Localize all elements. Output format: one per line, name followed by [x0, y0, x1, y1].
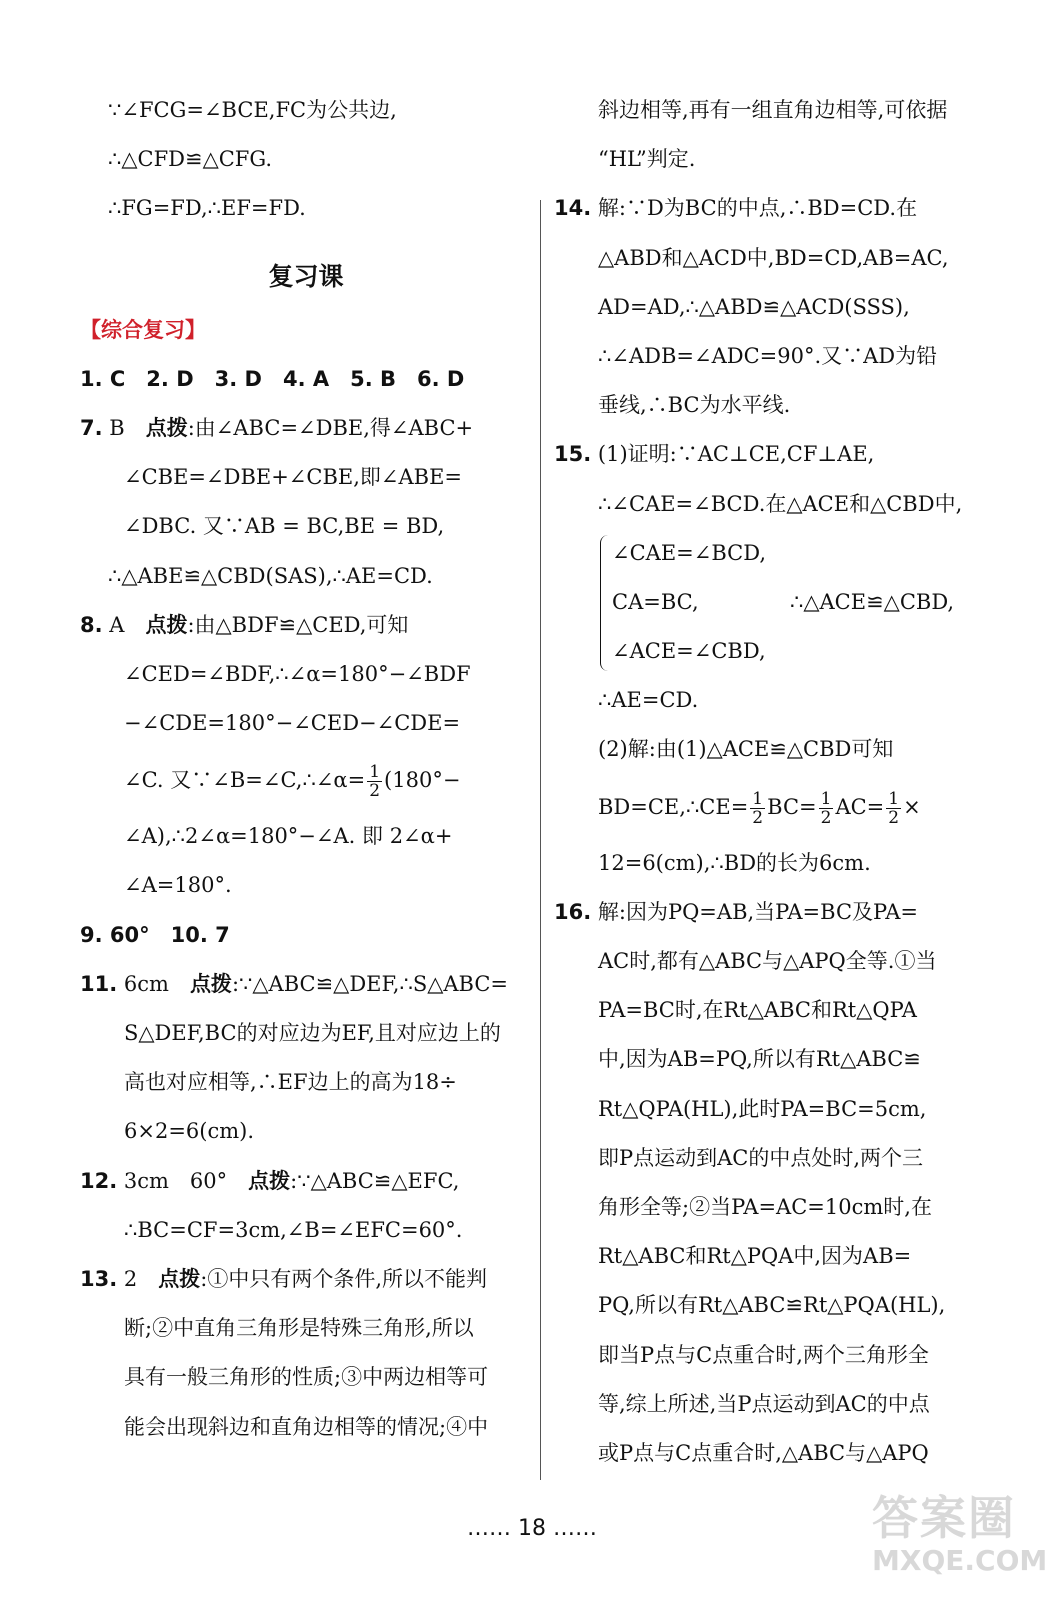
text-line: (1)证明:∵AC⊥CE,CF⊥AE, — [597, 442, 875, 467]
text-line: ∴△CFD≌△CFG. — [108, 147, 273, 172]
text-line: :∵△ABC≌△DEF,∴S△ABC= — [231, 971, 509, 996]
question-16 — [554, 888, 1004, 937]
right-column — [554, 86, 1004, 1478]
left-column — [80, 86, 532, 1452]
text-line: PA=BC时,在Rt△ABC和Rt△QPA — [598, 998, 917, 1023]
answer: 2 — [123, 1266, 159, 1291]
watermark-url: MXQE.COM — [872, 1544, 1048, 1577]
question-number: 11. — [80, 971, 118, 996]
text-line: △ABD和△ACD中,BD=CD,AB=AC, — [598, 245, 949, 270]
question-number: 14. — [554, 196, 592, 221]
question-7 — [80, 404, 532, 453]
text-line: ∴∠CAE=∠BCD.在△ACE和△CBD中, — [598, 491, 963, 516]
text-line: (2)解:由(1)△ACE≌△CBD可知 — [598, 737, 894, 762]
text-line: 6×2=6(cm). — [124, 1119, 255, 1144]
text-line: Rt△ABC和Rt△PQA中,因为AB= — [598, 1244, 912, 1269]
text-line: ∠CED=∠BDF,∴∠α=180°−∠BDF — [124, 661, 471, 686]
answer: 3cm 60° — [123, 1168, 249, 1193]
text-fragment: ∠C. 又∵∠B=∠C,∴∠α= — [124, 768, 366, 793]
question-12 — [80, 1157, 532, 1206]
text-line: AD=AD,∴△ABD≌△ACD(SSS), — [598, 294, 910, 319]
question-8 — [80, 601, 532, 650]
text-fragment: BD=CE,∴CE= — [598, 794, 749, 819]
question-number: 8. — [80, 612, 103, 637]
numerator: 1 — [752, 788, 764, 809]
text-line: 等,综上所述,当P点运动到AC的中点 — [598, 1391, 930, 1416]
text-line: 垂线,∴BC为水平线. — [598, 393, 791, 418]
condition: CA=BC, — [612, 589, 699, 614]
text-line: :由∠ABC=∠DBE,得∠ABC+ — [187, 415, 474, 440]
text-line: ∠DBC. 又∵AB = BC,BE = BD, — [124, 514, 445, 539]
text-line: 或P点与C点重合时,△ABC与△APQ — [598, 1440, 929, 1465]
text-line: 解:∵D为BC的中点,∴BD=CD.在 — [597, 196, 918, 221]
answers-row: 9. 60° 10. 7 — [80, 922, 230, 947]
answer: 6cm — [123, 971, 190, 996]
text-line: ∴AE=CD. — [598, 688, 699, 713]
review-tag: 【综合复习】 — [80, 317, 206, 342]
answers-row: 1. C 2. D 3. D 4. A 5. B 6. D — [80, 366, 465, 391]
text-line: 斜边相等,再有一组直角边相等,可依据 — [598, 98, 948, 122]
conclusion: ∴△ACE≌△CBD, — [790, 589, 955, 614]
hint-label: 点拨 — [145, 612, 188, 637]
numerator: 1 — [888, 788, 900, 809]
text-line: :由△BDF≌△CED,可知 — [187, 612, 409, 637]
text-line: 断;②中直角三角形是特殊三角形,所以 — [124, 1316, 474, 1341]
text-line: “HL”判定. — [598, 147, 696, 172]
condition: ∠CAE=∠BCD, — [612, 540, 767, 565]
answer: A — [109, 612, 146, 637]
column-divider — [540, 200, 541, 1480]
text-line: PQ,所以有Rt△ABC≌Rt△PQA(HL), — [598, 1293, 946, 1318]
question-number: 12. — [80, 1168, 118, 1193]
text-line: 能会出现斜边和直角边相等的情况;④中 — [124, 1414, 489, 1439]
text-line: :①中只有两个条件,所以不能判 — [200, 1266, 488, 1291]
watermark-text: 答案圈 — [872, 1491, 1016, 1545]
denominator: 2 — [888, 807, 900, 828]
text-line: 中,因为AB=PQ,所以有Rt△ABC≌ — [598, 1047, 921, 1072]
text-line: 即当P点与C点重合时,两个三角形全 — [598, 1342, 929, 1367]
question-14 — [554, 184, 1004, 233]
condition: ∠ACE=∠CBD, — [612, 639, 766, 664]
denominator: 2 — [752, 807, 764, 828]
answer: B — [109, 415, 146, 440]
denominator: 2 — [820, 807, 832, 828]
text-line: ∴BC=CF=3cm,∠B=∠EFC=60°. — [124, 1217, 463, 1242]
denominator: 2 — [369, 781, 381, 802]
numerator: 1 — [820, 788, 832, 809]
question-11 — [80, 960, 532, 1009]
text-line: −∠CDE=180°−∠CED−∠CDE= — [124, 711, 461, 736]
section-title: 复习课 — [268, 261, 344, 291]
fraction — [886, 790, 901, 827]
text-fragment: BC= — [767, 794, 817, 819]
text-fragment: (180°− — [384, 768, 461, 793]
text-line: :∵△ABC≌△EFC, — [290, 1168, 460, 1193]
text-line: 具有一般三角形的性质;③中两边相等可 — [124, 1365, 489, 1390]
hint-label: 点拨 — [189, 971, 232, 996]
text-fragment: × — [903, 794, 921, 819]
text-line: 角形全等;②当PA=AC=10cm时,在 — [598, 1194, 932, 1219]
text-line: ∠A),∴2∠α=180°−∠A. 即 2∠α+ — [124, 824, 453, 849]
fraction — [367, 763, 382, 800]
question-number: 16. — [554, 899, 592, 924]
question-number: 15. — [554, 442, 592, 467]
numerator: 1 — [369, 762, 381, 783]
text-line: AC时,都有△ABC与△APQ全等.①当 — [598, 949, 937, 974]
hint-label: 点拨 — [145, 415, 188, 440]
text-line: ∠A=180°. — [124, 873, 232, 898]
text-line: ∴△ABE≌△CBD(SAS),∴AE=CD. — [108, 563, 433, 588]
text-line: 高也对应相等,∴EF边上的高为18÷ — [124, 1070, 457, 1095]
fraction-line — [554, 775, 1004, 839]
fraction — [750, 790, 765, 827]
text-line: ∵∠FCG=∠BCE,FC为公共边, — [108, 98, 397, 122]
hint-label: 点拨 — [248, 1168, 291, 1193]
watermark-logo — [872, 1490, 1048, 1590]
question-number: 7. — [80, 415, 103, 440]
question-13 — [80, 1255, 532, 1304]
hint-label: 点拨 — [158, 1266, 201, 1291]
fraction — [819, 790, 834, 827]
question-number: 13. — [80, 1266, 118, 1291]
text-line: ∠CBE=∠DBE+∠CBE,即∠ABE= — [124, 465, 463, 490]
question-15 — [554, 430, 1004, 479]
text-line — [80, 748, 532, 812]
text-line: S△DEF,BC的对应边为EF,且对应边上的 — [124, 1021, 501, 1045]
text-line: 解:因为PQ=AB,当PA=BC及PA= — [597, 899, 918, 924]
text-line: 12=6(cm),∴BD的长为6cm. — [598, 850, 871, 875]
text-line: 即P点运动到AC的中点处时,两个三 — [598, 1145, 924, 1170]
text-fragment: AC= — [835, 794, 885, 819]
page-number: …… 18 …… — [467, 1516, 597, 1541]
text-line: Rt△QPA(HL),此时PA=BC=5cm, — [598, 1096, 927, 1121]
text-line: ∴FG=FD,∴EF=FD. — [108, 196, 306, 221]
brace — [600, 535, 609, 671]
text-line: ∴∠ADB=∠ADC=90°.又∵AD为铅 — [598, 343, 938, 368]
equation-system — [554, 529, 1004, 677]
